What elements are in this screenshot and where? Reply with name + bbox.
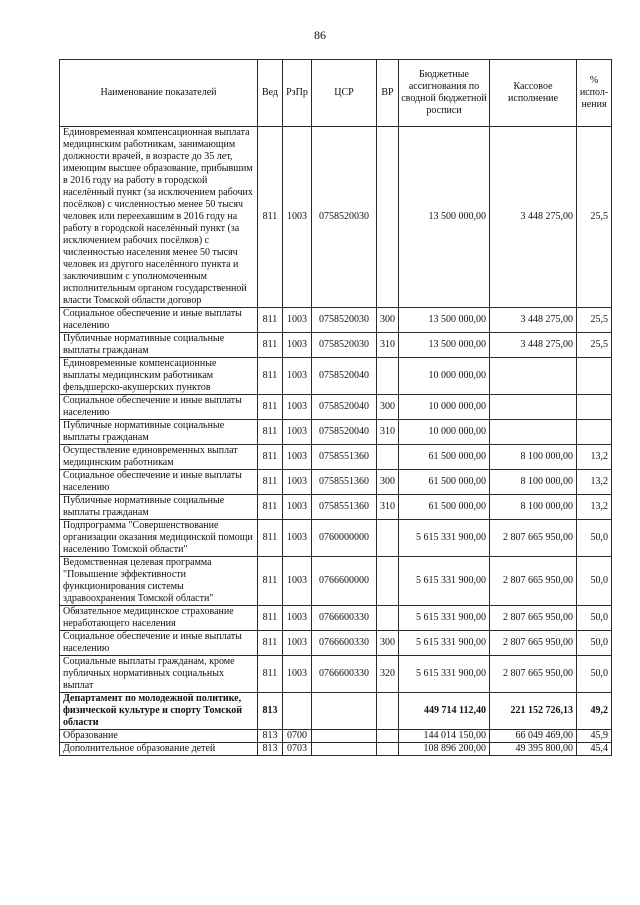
table-row <box>60 743 612 756</box>
cell-vr <box>377 358 399 395</box>
table-row <box>60 520 612 557</box>
cell-pct <box>577 395 612 420</box>
cell-name: Публичные нормативные социальные выплаты гражданам <box>60 333 258 358</box>
cell-budget: 61 500 000,00 <box>399 470 490 495</box>
budget-execution-table <box>59 59 612 756</box>
cell-cash <box>490 420 577 445</box>
cell-name: Публичные нормативные социальные выплаты гражданам <box>60 420 258 445</box>
cell-cash: 3 448 275,00 <box>490 333 577 358</box>
cell-cash: 3 448 275,00 <box>490 308 577 333</box>
cell-rzpr: 1003 <box>283 445 312 470</box>
cell-budget: 13 500 000,00 <box>399 333 490 358</box>
cell-name: Единовременные компенсационные выплаты медицинским работникам фельдшерско-акушерских пунктов <box>60 358 258 395</box>
cell-budget: 61 500 000,00 <box>399 495 490 520</box>
cell-name: Социальное обеспечение и иные выплаты населению <box>60 308 258 333</box>
table-body <box>60 127 612 756</box>
cell-pct: 49,2 <box>577 693 612 730</box>
table-row <box>60 656 612 693</box>
cell-name: Социальные выплаты гражданам, кроме публичных нормативных социальных выплат <box>60 656 258 693</box>
header-name: Наименование показателей <box>60 60 258 127</box>
cell-ved: 811 <box>258 656 283 693</box>
cell-cash: 2 807 665 950,00 <box>490 656 577 693</box>
cell-cash: 3 448 275,00 <box>490 127 577 308</box>
cell-rzpr: 0703 <box>283 743 312 756</box>
cell-pct: 25,5 <box>577 308 612 333</box>
cell-ved: 811 <box>258 606 283 631</box>
cell-budget: 10 000 000,00 <box>399 420 490 445</box>
cell-pct: 50,0 <box>577 631 612 656</box>
page-number: 86 <box>314 28 326 42</box>
cell-vr <box>377 445 399 470</box>
cell-budget: 61 500 000,00 <box>399 445 490 470</box>
cell-vr: 300 <box>377 395 399 420</box>
cell-rzpr <box>283 693 312 730</box>
cell-ved: 813 <box>258 730 283 743</box>
table-row <box>60 693 612 730</box>
cell-pct <box>577 420 612 445</box>
cell-budget: 13 500 000,00 <box>399 127 490 308</box>
cell-budget: 449 714 112,40 <box>399 693 490 730</box>
table-row <box>60 445 612 470</box>
cell-name: Дополнительное образование детей <box>60 743 258 756</box>
cell-rzpr: 1003 <box>283 333 312 358</box>
table-header-row <box>60 60 612 127</box>
cell-ved: 811 <box>258 520 283 557</box>
cell-vr <box>377 693 399 730</box>
cell-rzpr: 1003 <box>283 606 312 631</box>
cell-vr: 310 <box>377 495 399 520</box>
cell-pct: 45,9 <box>577 730 612 743</box>
table-row <box>60 470 612 495</box>
cell-csr: 0758520030 <box>312 308 377 333</box>
cell-budget: 10 000 000,00 <box>399 395 490 420</box>
table-row <box>60 420 612 445</box>
cell-name: Обязательное медицинское страхование неработающего населения <box>60 606 258 631</box>
cell-budget: 5 615 331 900,00 <box>399 557 490 606</box>
cell-rzpr: 1003 <box>283 420 312 445</box>
cell-cash: 2 807 665 950,00 <box>490 606 577 631</box>
cell-name: Публичные нормативные социальные выплаты гражданам <box>60 495 258 520</box>
cell-rzpr: 1003 <box>283 495 312 520</box>
cell-ved: 811 <box>258 333 283 358</box>
cell-vr: 310 <box>377 333 399 358</box>
cell-ved: 811 <box>258 395 283 420</box>
cell-pct <box>577 358 612 395</box>
cell-csr: 0760000000 <box>312 520 377 557</box>
cell-cash: 2 807 665 950,00 <box>490 631 577 656</box>
table-row <box>60 395 612 420</box>
table-row <box>60 333 612 358</box>
cell-pct: 50,0 <box>577 656 612 693</box>
cell-budget: 5 615 331 900,00 <box>399 656 490 693</box>
header-cash: Кассовое исполнение <box>490 60 577 127</box>
header-csr: ЦСР <box>312 60 377 127</box>
cell-ved: 811 <box>258 557 283 606</box>
cell-name: Департамент по молодежной политике, физической культуре и спорту Томской области <box>60 693 258 730</box>
cell-ved: 811 <box>258 127 283 308</box>
cell-pct: 25,5 <box>577 333 612 358</box>
cell-csr: 0758520040 <box>312 358 377 395</box>
cell-csr <box>312 743 377 756</box>
cell-rzpr: 1003 <box>283 127 312 308</box>
cell-cash: 8 100 000,00 <box>490 495 577 520</box>
cell-name: Ведомственная целевая программа "Повышение эффективности функционирования системы здравоохранения Томской области" <box>60 557 258 606</box>
cell-pct: 13,2 <box>577 470 612 495</box>
table-row <box>60 358 612 395</box>
cell-vr: 300 <box>377 308 399 333</box>
cell-name: Социальное обеспечение и иные выплаты населению <box>60 395 258 420</box>
cell-csr: 0758551360 <box>312 470 377 495</box>
cell-budget: 108 896 200,00 <box>399 743 490 756</box>
cell-name: Осуществление единовременных выплат медицинским работникам <box>60 445 258 470</box>
cell-rzpr: 1003 <box>283 631 312 656</box>
cell-ved: 811 <box>258 631 283 656</box>
cell-ved: 811 <box>258 358 283 395</box>
cell-csr: 0766600330 <box>312 631 377 656</box>
header-ved: Вед <box>258 60 283 127</box>
table-row <box>60 606 612 631</box>
cell-cash: 66 049 469,00 <box>490 730 577 743</box>
cell-ved: 811 <box>258 470 283 495</box>
cell-vr <box>377 606 399 631</box>
cell-rzpr: 1003 <box>283 358 312 395</box>
cell-cash <box>490 358 577 395</box>
cell-name: Образование <box>60 730 258 743</box>
cell-rzpr: 1003 <box>283 395 312 420</box>
header-budget: Бюджетные ассигнования по сводной бюджетной росписи <box>399 60 490 127</box>
cell-name: Социальное обеспечение и иные выплаты населению <box>60 470 258 495</box>
cell-pct: 13,2 <box>577 495 612 520</box>
table-row <box>60 495 612 520</box>
cell-vr: 300 <box>377 470 399 495</box>
cell-pct: 50,0 <box>577 557 612 606</box>
cell-vr: 300 <box>377 631 399 656</box>
cell-ved: 813 <box>258 693 283 730</box>
cell-csr <box>312 693 377 730</box>
cell-budget: 5 615 331 900,00 <box>399 631 490 656</box>
cell-name: Единовременная компенсационная выплата медицинским работникам, занимающим должности врачей, в возрасте до 35 лет, имеющим высшее образование, прибывшим в 2016 году на работу в городской населённый пункт (за исключением рабочих посёлков) с численностью менее 50 тысяч человек или переехавшим в 2016 году на работу в городской населённый пункт (за исключением рабочих посёлков) с численностью населения менее 50 тысяч человек из другого населённого пункта и заключившим с уполномоченным исполнительным органом государственной власти Томской области договор <box>60 127 258 308</box>
cell-csr: 0758520030 <box>312 333 377 358</box>
cell-rzpr: 1003 <box>283 656 312 693</box>
cell-cash: 221 152 726,13 <box>490 693 577 730</box>
cell-ved: 811 <box>258 308 283 333</box>
cell-cash: 2 807 665 950,00 <box>490 557 577 606</box>
cell-rzpr: 1003 <box>283 557 312 606</box>
cell-pct: 25,5 <box>577 127 612 308</box>
cell-cash <box>490 395 577 420</box>
cell-pct: 45,4 <box>577 743 612 756</box>
cell-ved: 811 <box>258 445 283 470</box>
cell-pct: 13,2 <box>577 445 612 470</box>
cell-csr: 0758551360 <box>312 445 377 470</box>
cell-csr: 0758520040 <box>312 395 377 420</box>
cell-name: Подпрограмма "Совершенствование организации оказания медицинской помощи населению Томской области" <box>60 520 258 557</box>
cell-budget: 10 000 000,00 <box>399 358 490 395</box>
cell-budget: 144 014 150,00 <box>399 730 490 743</box>
cell-ved: 813 <box>258 743 283 756</box>
cell-vr <box>377 520 399 557</box>
cell-budget: 5 615 331 900,00 <box>399 606 490 631</box>
cell-vr <box>377 730 399 743</box>
cell-budget: 13 500 000,00 <box>399 308 490 333</box>
cell-vr <box>377 557 399 606</box>
cell-cash: 2 807 665 950,00 <box>490 520 577 557</box>
cell-cash: 49 395 800,00 <box>490 743 577 756</box>
header-pct: % испол-нения <box>577 60 612 127</box>
cell-vr: 310 <box>377 420 399 445</box>
cell-budget: 5 615 331 900,00 <box>399 520 490 557</box>
cell-ved: 811 <box>258 420 283 445</box>
cell-csr: 0758551360 <box>312 495 377 520</box>
cell-csr: 0766600330 <box>312 606 377 631</box>
cell-ved: 811 <box>258 495 283 520</box>
cell-csr: 0766600000 <box>312 557 377 606</box>
cell-vr <box>377 743 399 756</box>
table-row <box>60 730 612 743</box>
header-vr: ВР <box>377 60 399 127</box>
cell-rzpr: 0700 <box>283 730 312 743</box>
table-row <box>60 308 612 333</box>
table-row <box>60 127 612 308</box>
table-row <box>60 557 612 606</box>
cell-vr: 320 <box>377 656 399 693</box>
cell-rzpr: 1003 <box>283 520 312 557</box>
cell-cash: 8 100 000,00 <box>490 445 577 470</box>
cell-csr: 0758520030 <box>312 127 377 308</box>
cell-rzpr: 1003 <box>283 470 312 495</box>
cell-pct: 50,0 <box>577 606 612 631</box>
table-row <box>60 631 612 656</box>
cell-csr: 0758520040 <box>312 420 377 445</box>
cell-csr <box>312 730 377 743</box>
cell-vr <box>377 127 399 308</box>
cell-csr: 0766600330 <box>312 656 377 693</box>
budget-table-container <box>59 59 611 756</box>
cell-pct: 50,0 <box>577 520 612 557</box>
cell-cash: 8 100 000,00 <box>490 470 577 495</box>
header-rzpr: РзПр <box>283 60 312 127</box>
cell-name: Социальное обеспечение и иные выплаты населению <box>60 631 258 656</box>
cell-rzpr: 1003 <box>283 308 312 333</box>
